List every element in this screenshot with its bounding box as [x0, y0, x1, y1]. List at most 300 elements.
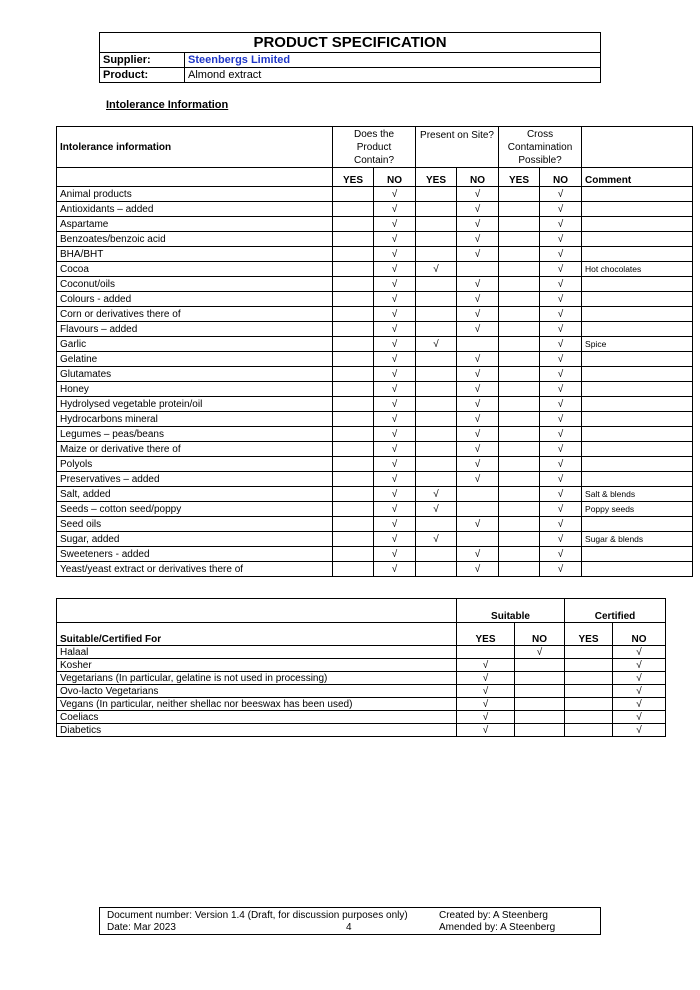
- check-mark-cell: [333, 427, 374, 442]
- document-footer: [99, 907, 601, 935]
- intolerance-row: [57, 532, 693, 547]
- check-mark-cell: [333, 532, 374, 547]
- check-mark-cell: √: [540, 427, 582, 442]
- document-title: PRODUCT SPECIFICATION: [100, 33, 601, 53]
- check-mark-cell: [333, 457, 374, 472]
- intolerance-row: [57, 397, 693, 412]
- check-mark-cell: [565, 685, 613, 698]
- suitability-row: [57, 698, 666, 711]
- check-mark-cell: [565, 711, 613, 724]
- check-mark-cell: √: [540, 547, 582, 562]
- check-mark-cell: [416, 427, 457, 442]
- check-mark-cell: √: [540, 532, 582, 547]
- suitability-item-name: Diabetics: [57, 724, 457, 737]
- suitability-row: [57, 724, 666, 737]
- check-mark-cell: √: [613, 659, 666, 672]
- intolerance-comment: Salt & blends: [582, 487, 693, 502]
- check-mark-cell: [333, 397, 374, 412]
- check-mark-cell: √: [457, 517, 499, 532]
- check-mark-cell: √: [374, 277, 416, 292]
- check-mark-cell: √: [416, 262, 457, 277]
- check-mark-cell: √: [374, 307, 416, 322]
- check-mark-cell: √: [416, 502, 457, 517]
- check-mark-cell: [416, 202, 457, 217]
- intolerance-row: [57, 457, 693, 472]
- check-mark-cell: √: [374, 247, 416, 262]
- check-mark-cell: [333, 487, 374, 502]
- intolerance-row: [57, 322, 693, 337]
- check-mark-cell: [565, 724, 613, 737]
- check-mark-cell: √: [540, 187, 582, 202]
- check-mark-cell: [457, 646, 515, 659]
- check-mark-cell: √: [540, 262, 582, 277]
- intolerance-section-heading: Intolerance Information: [106, 99, 229, 111]
- check-mark-cell: √: [457, 397, 499, 412]
- intolerance-comment: [582, 517, 693, 532]
- check-mark-cell: [333, 517, 374, 532]
- check-mark-cell: [499, 307, 540, 322]
- check-mark-cell: [416, 217, 457, 232]
- intolerance-item-name: Legumes – peas/beans: [57, 427, 333, 442]
- check-mark-cell: √: [540, 337, 582, 352]
- check-mark-cell: [416, 562, 457, 577]
- check-mark-cell: [416, 232, 457, 247]
- suitability-item-name: Vegans (In particular, neither shellac nor beeswax has been used): [57, 698, 457, 711]
- intolerance-item-name: Benzoates/benzoic acid: [57, 232, 333, 247]
- intolerance-row: [57, 187, 693, 202]
- intolerance-item-name: Glutamates: [57, 367, 333, 382]
- check-mark-cell: √: [457, 711, 515, 724]
- check-mark-cell: [333, 217, 374, 232]
- check-mark-cell: √: [540, 232, 582, 247]
- group-does-product-contain: Does the Product Contain?: [333, 127, 416, 168]
- check-mark-cell: [515, 672, 565, 685]
- check-mark-cell: √: [613, 685, 666, 698]
- intolerance-comment: Hot chocolates: [582, 262, 693, 277]
- intolerance-comment: [582, 562, 693, 577]
- check-mark-cell: [333, 187, 374, 202]
- intolerance-row: [57, 262, 693, 277]
- check-mark-cell: [499, 292, 540, 307]
- check-mark-cell: [499, 247, 540, 262]
- intolerance-row: [57, 382, 693, 397]
- check-mark-cell: √: [540, 517, 582, 532]
- check-mark-cell: √: [540, 217, 582, 232]
- supplier-value: Steenbergs Limited: [185, 53, 601, 68]
- check-mark-cell: [515, 711, 565, 724]
- check-mark-cell: √: [540, 307, 582, 322]
- suitability-row: [57, 672, 666, 685]
- intolerance-comment: [582, 232, 693, 247]
- supplier-label: Supplier:: [100, 53, 185, 68]
- check-mark-cell: [416, 307, 457, 322]
- check-mark-cell: √: [374, 352, 416, 367]
- intolerance-item-name: Yeast/yeast extract or derivatives there of: [57, 562, 333, 577]
- check-mark-cell: [457, 502, 499, 517]
- check-mark-cell: [499, 412, 540, 427]
- intolerance-item-name: Coconut/oils: [57, 277, 333, 292]
- check-mark-cell: √: [613, 646, 666, 659]
- check-mark-cell: [333, 382, 374, 397]
- intolerance-comment: [582, 352, 693, 367]
- intolerance-comment: [582, 547, 693, 562]
- intolerance-item-name: Preservatives – added: [57, 472, 333, 487]
- check-mark-cell: [416, 367, 457, 382]
- intolerance-item-name: Flavours – added: [57, 322, 333, 337]
- check-mark-cell: [499, 427, 540, 442]
- check-mark-cell: [499, 517, 540, 532]
- check-mark-cell: √: [457, 659, 515, 672]
- suitability-item-name: Coeliacs: [57, 711, 457, 724]
- check-mark-cell: [416, 547, 457, 562]
- intolerance-row: [57, 232, 693, 247]
- check-mark-cell: √: [374, 562, 416, 577]
- check-mark-cell: √: [613, 711, 666, 724]
- check-mark-cell: √: [540, 367, 582, 382]
- check-mark-cell: [499, 367, 540, 382]
- intolerance-item-name: Animal products: [57, 187, 333, 202]
- intolerance-comment: [582, 187, 693, 202]
- check-mark-cell: √: [540, 502, 582, 517]
- intolerance-column-title: Intolerance information: [57, 127, 333, 168]
- intolerance-row: [57, 427, 693, 442]
- check-mark-cell: √: [540, 247, 582, 262]
- check-mark-cell: √: [374, 472, 416, 487]
- check-mark-cell: √: [457, 292, 499, 307]
- check-mark-cell: [333, 262, 374, 277]
- suitability-item-name: Vegetarians (In particular, gelatine is not used in processing): [57, 672, 457, 685]
- check-mark-cell: √: [374, 532, 416, 547]
- check-mark-cell: √: [540, 397, 582, 412]
- check-mark-cell: [416, 247, 457, 262]
- check-mark-cell: √: [457, 307, 499, 322]
- check-mark-cell: √: [416, 337, 457, 352]
- footer-amended-by: Amended by: A Steenberg: [439, 922, 556, 933]
- check-mark-cell: [333, 337, 374, 352]
- check-mark-cell: [499, 397, 540, 412]
- check-mark-cell: [499, 532, 540, 547]
- cross-no-header: NO: [540, 168, 582, 187]
- check-mark-cell: √: [540, 457, 582, 472]
- check-mark-cell: [333, 442, 374, 457]
- site-no-header: NO: [457, 168, 499, 187]
- suitability-table: [56, 598, 666, 737]
- check-mark-cell: √: [457, 217, 499, 232]
- check-mark-cell: [333, 292, 374, 307]
- intolerance-row: [57, 472, 693, 487]
- check-mark-cell: [499, 457, 540, 472]
- suitable-yes-header: YES: [457, 623, 515, 646]
- check-mark-cell: [416, 322, 457, 337]
- check-mark-cell: [333, 247, 374, 262]
- intolerance-item-name: Seed oils: [57, 517, 333, 532]
- check-mark-cell: √: [374, 412, 416, 427]
- check-mark-cell: [333, 232, 374, 247]
- suitability-item-name: Ovo-lacto Vegetarians: [57, 685, 457, 698]
- check-mark-cell: √: [374, 322, 416, 337]
- check-mark-cell: [416, 292, 457, 307]
- intolerance-row: [57, 487, 693, 502]
- check-mark-cell: [416, 442, 457, 457]
- check-mark-cell: √: [457, 547, 499, 562]
- check-mark-cell: [515, 659, 565, 672]
- intolerance-row: [57, 502, 693, 517]
- check-mark-cell: [499, 202, 540, 217]
- check-mark-cell: [499, 277, 540, 292]
- check-mark-cell: √: [457, 352, 499, 367]
- suitability-item-name: Kosher: [57, 659, 457, 672]
- check-mark-cell: √: [457, 724, 515, 737]
- check-mark-cell: [499, 502, 540, 517]
- check-mark-cell: [515, 724, 565, 737]
- check-mark-cell: √: [374, 397, 416, 412]
- check-mark-cell: [416, 382, 457, 397]
- intolerance-comment: Sugar & blends: [582, 532, 693, 547]
- blank-header-cell: [582, 127, 693, 168]
- check-mark-cell: √: [374, 487, 416, 502]
- check-mark-cell: √: [540, 412, 582, 427]
- check-mark-cell: √: [457, 698, 515, 711]
- intolerance-item-name: Corn or derivatives there of: [57, 307, 333, 322]
- footer-page-number: 4: [346, 922, 352, 933]
- check-mark-cell: [457, 262, 499, 277]
- group-certified: Certified: [565, 599, 666, 623]
- check-mark-cell: √: [613, 672, 666, 685]
- check-mark-cell: √: [374, 337, 416, 352]
- check-mark-cell: [457, 532, 499, 547]
- check-mark-cell: √: [374, 232, 416, 247]
- check-mark-cell: √: [374, 442, 416, 457]
- check-mark-cell: √: [457, 672, 515, 685]
- check-mark-cell: √: [540, 202, 582, 217]
- intolerance-item-name: Honey: [57, 382, 333, 397]
- intolerance-item-name: Cocoa: [57, 262, 333, 277]
- check-mark-cell: √: [374, 367, 416, 382]
- intolerance-comment: Poppy seeds: [582, 502, 693, 517]
- check-mark-cell: [333, 352, 374, 367]
- check-mark-cell: √: [540, 277, 582, 292]
- intolerance-item-name: Seeds – cotton seed/poppy: [57, 502, 333, 517]
- intolerance-item-name: Hydrolysed vegetable protein/oil: [57, 397, 333, 412]
- intolerance-comment: [582, 427, 693, 442]
- check-mark-cell: √: [540, 382, 582, 397]
- check-mark-cell: √: [374, 457, 416, 472]
- check-mark-cell: √: [540, 472, 582, 487]
- check-mark-cell: [333, 547, 374, 562]
- intolerance-table: [56, 126, 693, 577]
- check-mark-cell: [499, 232, 540, 247]
- check-mark-cell: [333, 412, 374, 427]
- check-mark-cell: √: [374, 502, 416, 517]
- intolerance-comment: [582, 307, 693, 322]
- suitability-row: [57, 685, 666, 698]
- intolerance-item-name: Sugar, added: [57, 532, 333, 547]
- intolerance-comment: [582, 292, 693, 307]
- check-mark-cell: [565, 659, 613, 672]
- intolerance-comment: [582, 412, 693, 427]
- intolerance-item-name: BHA/BHT: [57, 247, 333, 262]
- cross-yes-header: YES: [499, 168, 540, 187]
- suitability-column-title: Suitable/Certified For: [57, 623, 457, 646]
- check-mark-cell: √: [416, 532, 457, 547]
- group-suitable: Suitable: [457, 599, 565, 623]
- check-mark-cell: [416, 517, 457, 532]
- check-mark-cell: √: [374, 187, 416, 202]
- intolerance-item-name: Polyols: [57, 457, 333, 472]
- check-mark-cell: √: [374, 217, 416, 232]
- check-mark-cell: [333, 472, 374, 487]
- intolerance-comment: [582, 247, 693, 262]
- intolerance-row: [57, 247, 693, 262]
- intolerance-row: [57, 442, 693, 457]
- check-mark-cell: [499, 187, 540, 202]
- check-mark-cell: √: [374, 517, 416, 532]
- check-mark-cell: √: [416, 487, 457, 502]
- check-mark-cell: √: [457, 442, 499, 457]
- check-mark-cell: [499, 442, 540, 457]
- check-mark-cell: √: [457, 382, 499, 397]
- check-mark-cell: [416, 352, 457, 367]
- intolerance-row: [57, 517, 693, 532]
- intolerance-comment: [582, 382, 693, 397]
- intolerance-item-name: Maize or derivative there of: [57, 442, 333, 457]
- check-mark-cell: √: [457, 247, 499, 262]
- check-mark-cell: √: [515, 646, 565, 659]
- check-mark-cell: √: [457, 232, 499, 247]
- site-yes-header: YES: [416, 168, 457, 187]
- intolerance-comment: [582, 367, 693, 382]
- check-mark-cell: [499, 337, 540, 352]
- certified-yes-header: YES: [565, 623, 613, 646]
- check-mark-cell: √: [540, 442, 582, 457]
- check-mark-cell: [565, 672, 613, 685]
- intolerance-item-name: Hydrocarbons mineral: [57, 412, 333, 427]
- intolerance-comment: [582, 457, 693, 472]
- check-mark-cell: [499, 217, 540, 232]
- check-mark-cell: √: [457, 685, 515, 698]
- intolerance-item-name: Gelatine: [57, 352, 333, 367]
- intolerance-row: [57, 547, 693, 562]
- check-mark-cell: √: [457, 322, 499, 337]
- check-mark-cell: [499, 487, 540, 502]
- spec-header-table: [99, 32, 601, 83]
- suitable-no-header: NO: [515, 623, 565, 646]
- check-mark-cell: [416, 277, 457, 292]
- intolerance-comment: Spice: [582, 337, 693, 352]
- suitability-row: [57, 711, 666, 724]
- check-mark-cell: [515, 685, 565, 698]
- intolerance-item-name: Garlic: [57, 337, 333, 352]
- intolerance-comment: [582, 472, 693, 487]
- check-mark-cell: [457, 337, 499, 352]
- blank-subheader-cell: [57, 168, 333, 187]
- check-mark-cell: √: [457, 202, 499, 217]
- check-mark-cell: [416, 187, 457, 202]
- intolerance-row: [57, 292, 693, 307]
- contain-yes-header: YES: [333, 168, 374, 187]
- check-mark-cell: [457, 487, 499, 502]
- intolerance-row: [57, 352, 693, 367]
- check-mark-cell: [416, 472, 457, 487]
- footer-date: Date: Mar 2023: [107, 922, 176, 933]
- intolerance-item-name: Aspartame: [57, 217, 333, 232]
- intolerance-comment: [582, 277, 693, 292]
- check-mark-cell: √: [374, 547, 416, 562]
- suitability-row: [57, 659, 666, 672]
- check-mark-cell: [499, 352, 540, 367]
- product-label: Product:: [100, 68, 185, 83]
- check-mark-cell: √: [457, 187, 499, 202]
- check-mark-cell: √: [613, 698, 666, 711]
- intolerance-comment: [582, 442, 693, 457]
- check-mark-cell: [333, 307, 374, 322]
- intolerance-item-name: Sweeteners - added: [57, 547, 333, 562]
- check-mark-cell: √: [540, 292, 582, 307]
- footer-created-by: Created by: A Steenberg: [439, 910, 548, 921]
- certified-no-header: NO: [613, 623, 666, 646]
- check-mark-cell: [499, 322, 540, 337]
- check-mark-cell: √: [540, 352, 582, 367]
- check-mark-cell: √: [457, 412, 499, 427]
- check-mark-cell: √: [374, 292, 416, 307]
- check-mark-cell: [333, 502, 374, 517]
- check-mark-cell: √: [613, 724, 666, 737]
- check-mark-cell: [565, 698, 613, 711]
- intolerance-item-name: Antioxidants – added: [57, 202, 333, 217]
- comment-header: Comment: [582, 168, 693, 187]
- check-mark-cell: [416, 397, 457, 412]
- check-mark-cell: [333, 367, 374, 382]
- check-mark-cell: √: [374, 382, 416, 397]
- check-mark-cell: √: [457, 427, 499, 442]
- intolerance-comment: [582, 217, 693, 232]
- intolerance-comment: [582, 202, 693, 217]
- blank-top-cell: [57, 599, 457, 623]
- check-mark-cell: [499, 562, 540, 577]
- check-mark-cell: √: [374, 262, 416, 277]
- footer-doc-number: Document number: Version 1.4 (Draft, for discussion purposes only): [107, 910, 408, 921]
- check-mark-cell: [416, 412, 457, 427]
- check-mark-cell: √: [457, 562, 499, 577]
- suitability-row: [57, 646, 666, 659]
- check-mark-cell: [416, 457, 457, 472]
- intolerance-row: [57, 367, 693, 382]
- intolerance-row: [57, 277, 693, 292]
- check-mark-cell: √: [457, 367, 499, 382]
- product-value: Almond extract: [185, 68, 601, 83]
- suitability-item-name: Halaal: [57, 646, 457, 659]
- check-mark-cell: √: [457, 277, 499, 292]
- check-mark-cell: [565, 646, 613, 659]
- check-mark-cell: [333, 277, 374, 292]
- intolerance-row: [57, 217, 693, 232]
- intolerance-row: [57, 202, 693, 217]
- intolerance-row: [57, 337, 693, 352]
- intolerance-row: [57, 562, 693, 577]
- check-mark-cell: [499, 472, 540, 487]
- intolerance-item-name: Salt, added: [57, 487, 333, 502]
- check-mark-cell: [515, 698, 565, 711]
- check-mark-cell: [333, 562, 374, 577]
- intolerance-comment: [582, 322, 693, 337]
- check-mark-cell: √: [374, 202, 416, 217]
- check-mark-cell: √: [457, 472, 499, 487]
- group-present-on-site: Present on Site?: [416, 127, 499, 168]
- check-mark-cell: [333, 202, 374, 217]
- contain-no-header: NO: [374, 168, 416, 187]
- check-mark-cell: √: [540, 487, 582, 502]
- intolerance-comment: [582, 397, 693, 412]
